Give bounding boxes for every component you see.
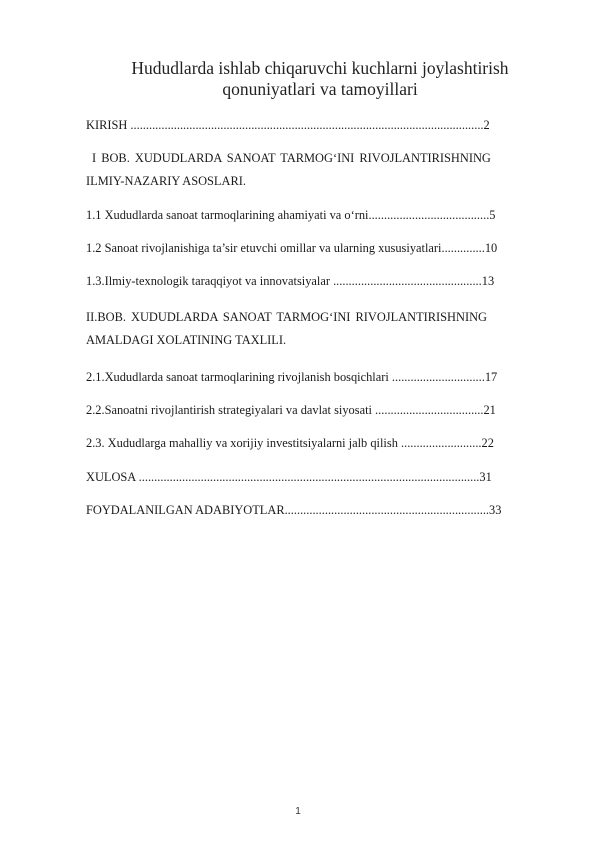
toc-entry-2-2: 2.2.Sanoatni rivojlantirish strategiyalari va davlat siyosati ...................................21 (86, 403, 496, 417)
toc-entry-adabiyotlar: FOYDALANILGAN ADABIYOTLAR..................................................................33 (86, 503, 502, 517)
toc-chapter-1-line-1: I BOB. XUDUDLARDA SANOAT TARMOG‘INI RIVOJLANTIRISHNING (92, 151, 491, 165)
toc-entry-1-1: 1.1 Xududlarda sanoat tarmoqlarining ahamiyati va o‘rni.......................................5 (86, 208, 496, 222)
toc-entry-1-2: 1.2 Sanoat rivojlanishiga ta’sir etuvchi omillar va ularning xususiyatlari..............10 (86, 241, 498, 255)
toc-entry-xulosa: XULOSA ..............................................................................................................31 (86, 470, 492, 484)
title-line-2: qonuniyatlari va tamoyillari (222, 79, 418, 99)
toc-chapter-2-line-1: II.BOB. XUDUDLARDA SANOAT TARMOG‘INI RIVOJLANTIRISHNING (86, 310, 487, 324)
toc-chapter-2-line-2: AMALDAGI XOLATINING TAXLILI. (86, 333, 287, 347)
document-title (60, 58, 580, 100)
toc-chapter-1-line-2: ILMIY-NAZARIY ASOSLARI. (86, 174, 246, 188)
toc-entry-2-1: 2.1.Xududlarda sanoat tarmoqlarining rivojlanish bosqichlari ..............................17 (86, 370, 498, 384)
toc-entry-kirish: KIRISH ..................................................................................................................2 (86, 118, 490, 132)
toc-entry-1-3: 1.3.Ilmiy-texnologik taraqqiyot va innovatsiyalar ................................................13 (86, 274, 495, 288)
title-line-1: Hududlarda ishlab chiqaruvchi kuchlarni joylashtirish (131, 58, 509, 78)
toc-entry-2-3: 2.3. Xududlarga mahalliy va xorijiy investitsiyalarni jalb qilish ..........................22 (86, 436, 494, 450)
page-number: 1 (295, 806, 301, 817)
